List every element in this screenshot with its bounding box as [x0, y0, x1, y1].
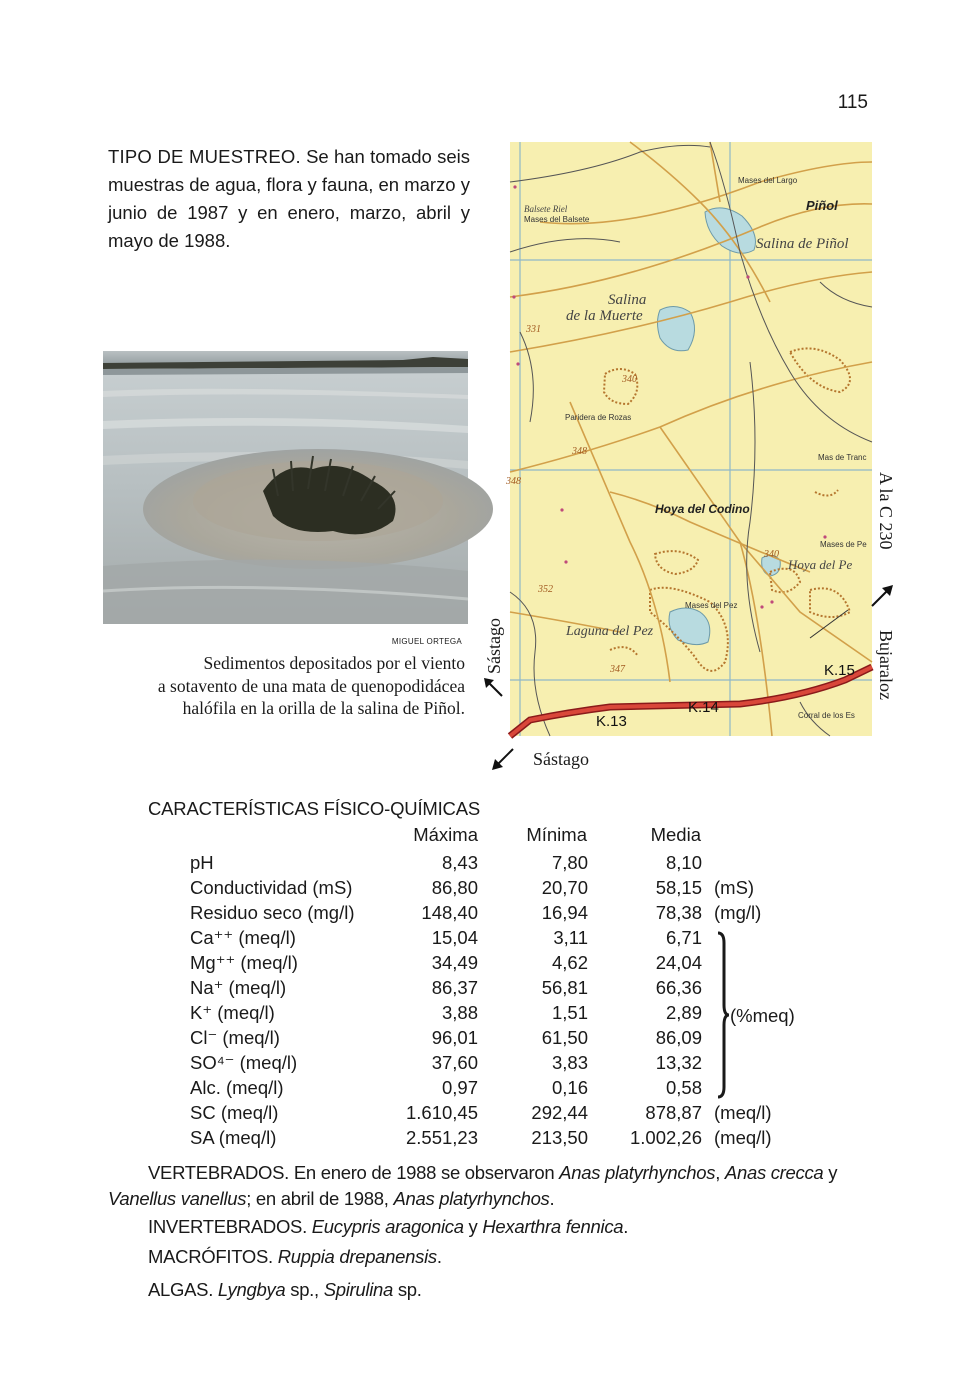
photo-caption — [120, 652, 465, 720]
page-number: 115 — [837, 92, 868, 113]
text-run: , — [715, 1162, 725, 1183]
map-label-hoya-pe: Hoya del Pe — [788, 557, 853, 572]
row-min: 4,62 — [551, 952, 588, 973]
row-mean: 66,36 — [655, 977, 702, 998]
row-max: 86,80 — [431, 877, 478, 898]
map-label-mases-pez: Mases del Pez — [685, 601, 738, 610]
row-max: 3,88 — [441, 1002, 478, 1023]
table-row — [190, 900, 772, 925]
row-max: 15,04 — [431, 927, 478, 948]
row-min: 61,50 — [541, 1027, 588, 1048]
arrow-southwest-icon — [489, 745, 517, 773]
table-row — [190, 875, 772, 900]
row-max: 34,49 — [431, 952, 478, 973]
row-mean: 58,15 — [655, 877, 702, 898]
map-label-hoya-codino: Hoya del Codino — [655, 502, 750, 516]
species-name: Anas crecca — [724, 1162, 824, 1183]
row-label: SA (meq/l) — [190, 1127, 277, 1148]
map-elevation-340b: 340 — [764, 549, 779, 560]
table-row — [190, 1075, 772, 1100]
header-mean: Media — [650, 824, 701, 845]
map-side-label-sastago-bottom: Sástago — [533, 749, 589, 769]
map-elevation-347: 347 — [610, 664, 625, 675]
row-mean: 8,10 — [665, 852, 702, 873]
map-label-paridera: Paridera de Rozas — [565, 413, 632, 422]
map-label-corral: Corral de los Es — [798, 711, 855, 720]
species-name: Hexarthra fennica — [482, 1216, 624, 1237]
row-min: 16,94 — [541, 902, 588, 923]
row-max: 1.610,45 — [405, 1102, 478, 1123]
row-label: Na⁺ (meq/l) — [190, 977, 287, 998]
row-max: 96,01 — [431, 1027, 478, 1048]
sampling-text: Se han tomado seis muestras de agua, flora y fauna, en marzo y junio de 1987 y en enero, marzo, abril y mayo de 1988. — [108, 146, 470, 251]
text-run: En enero de 1988 se observaron — [289, 1162, 560, 1183]
row-label: Alc. (meq/l) — [190, 1077, 284, 1098]
row-max: 37,60 — [431, 1052, 478, 1073]
map-label-pinol: Piñol — [806, 198, 838, 213]
table-row — [190, 950, 772, 975]
row-mean: 2,89 — [665, 1002, 702, 1023]
species-name: Lyngbya — [217, 1279, 286, 1300]
row-min: 3,11 — [553, 927, 588, 948]
header-min: Mínima — [526, 824, 587, 845]
row-label: SC (meq/l) — [190, 1102, 279, 1123]
row-unit — [702, 950, 772, 975]
row-label: Cl⁻ (meq/l) — [190, 1027, 280, 1048]
row-unit — [702, 1075, 772, 1100]
map-label-k13: K.13 — [596, 713, 627, 730]
row-unit — [702, 1050, 772, 1075]
vertebrados-paragraph — [108, 1160, 878, 1212]
map-label-salina-muerte-2: de la Muerte — [566, 308, 643, 324]
percent-meq-label: (%meq) — [730, 1005, 795, 1026]
row-label: K⁺ (meq/l) — [190, 1002, 275, 1023]
text-run: . — [623, 1216, 629, 1237]
map-label-mases-largo: Mases del Largo — [738, 176, 798, 185]
map-label-balsete-riel: Balsete Riel — [524, 204, 568, 214]
row-max: 8,43 — [441, 852, 478, 873]
row-min: 56,81 — [541, 977, 588, 998]
vertebrados-lead: VERTEBRADOS. — [148, 1162, 290, 1183]
physicochemical-table — [190, 820, 772, 1150]
species-name: Anas platyrhynchos — [559, 1162, 716, 1183]
map-elevation-348: 348 — [572, 446, 587, 457]
text-run: y — [823, 1162, 838, 1183]
algas-lead: ALGAS. — [148, 1279, 214, 1300]
map-label-mases-pe: Mases de Pe — [820, 540, 867, 549]
map-label-salina-muerte-1: Salina — [608, 292, 647, 308]
invertebrados-paragraph — [148, 1214, 628, 1240]
row-unit: (meq/l) — [714, 1127, 772, 1148]
species-name: Ruppia drepanensis — [277, 1246, 437, 1267]
text-run: y — [463, 1216, 483, 1237]
header-unit — [702, 820, 772, 850]
invertebrados-lead: INVERTEBRADOS. — [148, 1216, 307, 1237]
row-unit: (mS) — [714, 877, 755, 898]
row-unit — [702, 1025, 772, 1050]
row-label: Residuo seco (mg/l) — [190, 902, 355, 923]
row-min: 3,83 — [551, 1052, 588, 1073]
caption-line: a sotavento de una mata de quenopodidácea — [157, 675, 465, 696]
table-row — [190, 1025, 772, 1050]
row-min: 0,16 — [551, 1077, 588, 1098]
row-label: Mg⁺⁺ (meq/l) — [190, 952, 298, 973]
caption-line: Sedimentos depositados por el viento — [203, 653, 465, 673]
row-mean: 0,58 — [665, 1077, 702, 1098]
row-min: 213,50 — [531, 1127, 588, 1148]
header-blank — [190, 820, 390, 850]
algas-paragraph — [148, 1277, 422, 1303]
row-max: 2.551,23 — [405, 1127, 478, 1148]
table-row — [190, 975, 772, 1000]
table-header-row — [190, 820, 772, 850]
table-row — [190, 1050, 772, 1075]
row-unit: (meq/l) — [714, 1102, 772, 1123]
text-run: . — [436, 1246, 442, 1267]
species-name: Spirulina — [323, 1279, 394, 1300]
species-name: Vanellus vanellus — [108, 1188, 247, 1209]
row-unit — [702, 975, 772, 1000]
map-label-mases-balsete: Mases del Balsete — [524, 215, 590, 224]
arrow-northeast-icon — [868, 582, 896, 610]
row-mean: 24,04 — [655, 952, 702, 973]
sampling-paragraph — [108, 143, 470, 255]
vertebrados-text — [108, 1160, 878, 1212]
table-title: CARACTERÍSTICAS FÍSICO-QUÍMICAS — [148, 798, 480, 819]
table-row — [190, 925, 772, 950]
text-run: . — [549, 1188, 555, 1209]
sampling-lead: TIPO DE MUESTREO. — [108, 146, 301, 167]
row-min: 1,51 — [551, 1002, 588, 1023]
map-side-label-bujaraloz: Bujaraloz — [876, 630, 896, 700]
map-elevation-331: 331 — [526, 324, 541, 335]
row-unit — [702, 925, 772, 950]
row-min: 7,80 — [551, 852, 588, 873]
row-mean: 878,87 — [645, 1102, 702, 1123]
arrow-northwest-icon — [482, 676, 506, 700]
row-max: 86,37 — [431, 977, 478, 998]
species-name: Eucypris aragonica — [311, 1216, 464, 1237]
row-mean: 13,32 — [655, 1052, 702, 1073]
table-row — [190, 1000, 772, 1025]
map-label-salina-pinol: Salina de Piñol — [756, 236, 849, 252]
text-run: ; en abril de 1988, — [246, 1188, 394, 1209]
topographic-map — [506, 142, 872, 736]
row-label: SO⁴⁻ (meq/l) — [190, 1052, 298, 1073]
text-run: sp. — [393, 1279, 422, 1300]
table-row — [190, 1125, 772, 1150]
table-row — [190, 1100, 772, 1125]
row-min: 20,70 — [541, 877, 588, 898]
row-unit — [702, 850, 772, 875]
salina-photo — [103, 351, 468, 624]
row-mean: 86,09 — [655, 1027, 702, 1048]
row-label: Conductividad (mS) — [190, 877, 353, 898]
map-label-mas-tranc: Mas de Tranc — [818, 453, 867, 462]
map-elevation-348b: 348 — [506, 476, 521, 487]
map-side-label-sastago-left: Sástago — [484, 618, 504, 674]
species-name: Anas platyrhynchos — [393, 1188, 550, 1209]
map-label-k15: K.15 — [824, 662, 855, 679]
row-label: pH — [190, 852, 214, 873]
curly-brace-icon — [716, 931, 730, 1099]
map-elevation-352: 352 — [538, 584, 553, 595]
row-max: 148,40 — [421, 902, 478, 923]
row-mean: 1.002,26 — [629, 1127, 702, 1148]
row-max: 0,97 — [441, 1077, 478, 1098]
text-run: sp., — [285, 1279, 324, 1300]
map-side-label-alac230: A la C 230 — [876, 472, 896, 550]
map-label-laguna-pez: Laguna del Pez — [566, 624, 654, 639]
row-mean: 6,71 — [665, 927, 702, 948]
macrofitos-lead: MACRÓFITOS. — [148, 1246, 273, 1267]
caption-line: halófila en la orilla de la salina de Piñol. — [182, 698, 465, 718]
macrofitos-paragraph — [148, 1244, 442, 1270]
row-label: Ca⁺⁺ (meq/l) — [190, 927, 296, 948]
map-label-k14: K.14 — [688, 699, 719, 716]
row-mean: 78,38 — [655, 902, 702, 923]
photo-credit: MIGUEL ORTEGA — [391, 637, 462, 646]
map-elevation-340: 340 — [622, 374, 637, 385]
header-max: Máxima — [413, 824, 478, 845]
row-min: 292,44 — [531, 1102, 588, 1123]
row-unit: (mg/l) — [714, 902, 762, 923]
table-row — [190, 850, 772, 875]
